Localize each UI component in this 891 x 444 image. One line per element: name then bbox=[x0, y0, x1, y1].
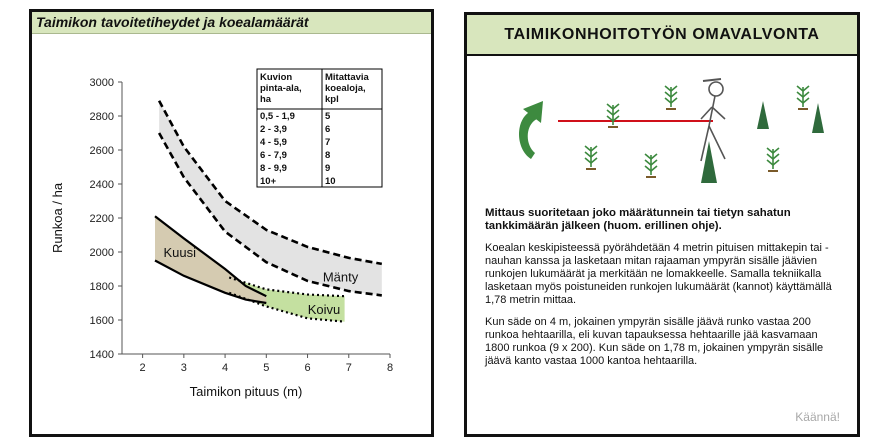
y-tick-label: 3000 bbox=[89, 77, 114, 89]
density-chart bbox=[32, 34, 431, 434]
table-cell: 6 bbox=[325, 124, 331, 135]
table-cell: 5 bbox=[325, 111, 331, 122]
series-label: Mänty bbox=[322, 269, 359, 285]
table-cell: 7 bbox=[325, 137, 331, 148]
pine-seedling-icon bbox=[665, 86, 677, 109]
table-cell: 6 - 7,9 bbox=[260, 150, 287, 161]
instruction-lead: Mittaus suoritetaan joko määrätunnein tai tietyn sahatun tankkimäärän jälkeen (huom. erillinen ohje). bbox=[485, 207, 791, 232]
table-cell: 10 bbox=[325, 176, 336, 187]
table-cell: 0,5 - 1,9 bbox=[260, 111, 295, 122]
table-cell: 8 bbox=[325, 150, 331, 161]
x-axis-label: Taimikon pituus (m) bbox=[189, 384, 303, 399]
y-axis-label: Runkoa / ha bbox=[50, 182, 65, 254]
pine-seedling-icon bbox=[645, 154, 657, 177]
sample-plot-table bbox=[257, 69, 382, 187]
x-tick-label: 2 bbox=[139, 362, 146, 374]
pine-seedling-icon bbox=[607, 104, 619, 127]
series-label: Koivu bbox=[307, 301, 341, 317]
y-tick-label: 2200 bbox=[89, 213, 114, 225]
chart-panel-title: Taimikon tavoitetiheydet ja koealamäärät bbox=[32, 12, 431, 34]
instruction-text bbox=[485, 207, 845, 377]
x-tick-label: 6 bbox=[304, 362, 311, 374]
chart-panel bbox=[29, 9, 434, 437]
rotation-arrow-icon bbox=[519, 101, 543, 159]
y-tick-label: 2600 bbox=[89, 145, 114, 157]
pine-seedling-icon bbox=[767, 148, 779, 171]
x-tick-label: 3 bbox=[180, 362, 187, 374]
instruction-panel bbox=[464, 12, 860, 437]
table-header: Mitattavia koealoja, kpl bbox=[325, 72, 369, 105]
turn-page-link[interactable]: Käännä! bbox=[795, 410, 840, 424]
x-tick-label: 4 bbox=[222, 362, 229, 374]
y-tick-label: 2800 bbox=[89, 111, 114, 123]
y-tick-label: 1800 bbox=[89, 281, 114, 293]
table-cell: 4 - 5,9 bbox=[260, 137, 287, 148]
instruction-paragraph: Koealan keskipisteessä pyörähdetään 4 metrin pituisen mittakepin tai -nauhan kanssa ja lasketaan mitan rajaaman ympyrän sisälle jäävien runkojen lukumäärät ja merkitään ne lomakkeelle. Samalla tekniikalla lasketaan myös poistuneiden runkojen lukumäärät (kannot) käyttämällä 1,78 metrin mittaa. bbox=[485, 242, 832, 306]
y-tick-label: 1400 bbox=[89, 349, 114, 361]
pine-seedling-icon bbox=[585, 146, 597, 169]
measurement-illustration bbox=[513, 71, 833, 191]
instruction-paragraph: Kun säde on 4 m, jokainen ympyrän sisälle jäävä runko vastaa 200 runkoa hehtaarilla, eli kuvan tapauksessa hehtaarille jää kasvamaan 1800 runkoa (9 x 200). Kun säde on 1,78 m, jokainen ympyrän sisälle jäävä kanto vastaa 1000 kantoa hehtaarilla. bbox=[485, 316, 824, 367]
table-cell: 9 bbox=[325, 163, 331, 174]
y-tick-label: 2000 bbox=[89, 247, 114, 259]
table-cell: 8 - 9,9 bbox=[260, 163, 287, 174]
pine-seedling-icon bbox=[797, 86, 809, 109]
table-cell: 2 - 3,9 bbox=[260, 124, 287, 135]
instruction-title: TAIMIKONHOITOTYÖN OMAVALVONTA bbox=[467, 15, 857, 56]
series-label: Kuusi bbox=[163, 245, 196, 260]
y-tick-label: 1600 bbox=[89, 315, 114, 327]
pine-seedlings bbox=[585, 86, 809, 177]
table-header: Kuvion pinta-ala, ha bbox=[260, 72, 302, 105]
x-tick-label: 7 bbox=[345, 362, 352, 374]
x-tick-label: 8 bbox=[386, 362, 394, 374]
y-tick-label: 2400 bbox=[89, 179, 114, 191]
table-cell: 10+ bbox=[260, 176, 277, 187]
x-tick-label: 5 bbox=[263, 362, 270, 374]
